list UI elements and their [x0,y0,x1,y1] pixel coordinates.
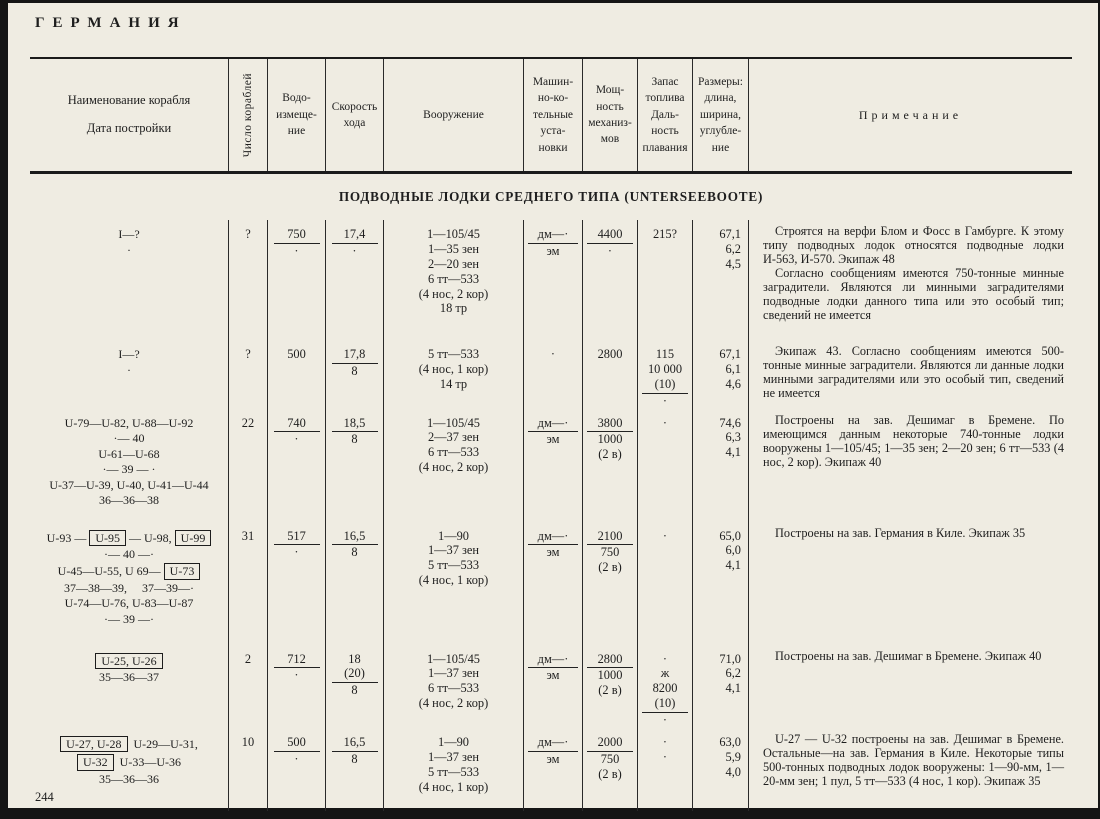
count-cell: 10 [228,728,267,811]
notes-cell [748,220,1072,340]
column-header-machinery: Машин- но-ко- тельные уста- новки [523,59,582,171]
dim-cell: 63,0 5,9 4,0 [692,728,748,811]
speed-cell: 18,5 8 [325,409,383,522]
notes-cell [748,409,1072,522]
notes-cell [748,645,1072,728]
notes-paragraph: U-27 — U-32 построены на зав. Дешимаг в Бремене. Остальные—на зав. Германия в Киле. Некоторые типы 500-тонных подводных лодок вооружены: 1—90-мм, 1—20-мм зен; 1 пул, 5 тт—533 (4 нос, 1 кор). Экипаж 35 [763,731,1064,788]
value-text: 16,5 [332,735,378,752]
arm-cell: 1—90 1—37 зен 5 тт—533 (4 нос, 1 кор) [383,728,523,811]
value-text: U-29—U-31, [127,736,198,751]
column-header-speed: Скорость хода [325,59,383,171]
notes-cell [748,522,1072,645]
disp-cell: 517 · [267,522,325,645]
table-row [30,340,1072,409]
value-text: 2100 [587,529,633,546]
name-cell: I—? · [118,347,140,377]
table-row [30,522,1072,645]
value-text: 4400 [587,227,633,244]
value-text: 18,5 [332,416,378,433]
arm-cell: 1—105/45 1—35 зен 2—20 зен 6 тт—533 (4 нос, 2 кор) 18 тр [383,220,523,340]
section-title: ПОДВОДНЫЕ ЛОДКИ СРЕДНЕГО ТИПА (UNTERSEEBOOTE) [338,189,764,204]
value-text: 500 [274,735,320,752]
count-cell: 31 [228,522,267,645]
notes-cell [748,728,1072,811]
table-body [30,220,1072,811]
value-text: 2800 [587,652,633,669]
mach-cell: · [523,340,582,409]
value-text: 17,4 [332,227,378,244]
power-cell: 2100 750 (2 в) [582,522,637,645]
value-text: 17,8 [332,347,378,364]
fuel-cell: · · [637,728,692,811]
arm-cell: 1—105/45 2—37 зен 6 тт—533 (4 нос, 2 кор) [383,409,523,522]
notes-paragraph: Построены на зав. Дешимаг в Бремене. По имеющимся данным некоторые 740-тонные лодки вооружены 1—105/45; 1—35 зен; 2—20 зен; 6 тт—533 (4 нос, 2 кор). Экипаж 40 [763,412,1064,469]
value-text: дм—· [528,227,579,244]
value-text: 3800 [587,416,633,433]
value-text: 517 [274,529,320,546]
dim-cell: 71,0 6,2 4,1 [692,645,748,728]
notes-paragraph: Построены на зав. Дешимаг в Бремене. Экипаж 40 [775,648,1042,663]
ships-table [30,57,1072,811]
mach-cell: дм—· эм [523,220,582,340]
column-header-dimensions: Размеры: длина, ширина, углубле- ние [692,59,748,171]
name-cell: I—? · [118,227,140,257]
disp-cell: 500 · [267,728,325,811]
boxed-ship-name: U-27, U-28 [60,736,127,752]
table-header [30,57,1072,174]
column-header-notes: Примечание [748,59,1072,171]
power-cell: 3800 1000 (2 в) [582,409,637,522]
disp-cell: 712 · [267,645,325,728]
notes-paragraph: Согласно сообщениям имеются 750-тонные минные заградители. Являются ли минными заградителями подводные лодки данного типа или это особый тип; сведений не имеется [763,266,1064,323]
boxed-ship-name: U-73 [164,563,201,579]
value-text: (10) [642,377,688,394]
notes-cell [748,340,1072,409]
value-text: U-93 — [46,530,90,545]
value-text: 16,5 [332,529,378,546]
name-cell: U-93 — U-95 — U-98, U-99 ·— 40 —· U-45—U-55, U 69— U-73 37—38—39, 37—39—· U-74—U-76, U-83—U-87 ·— 39 —· [30,522,228,645]
value-text: (20) [332,666,378,683]
arm-cell: 1—90 1—37 зен 5 тт—533 (4 нос, 1 кор) [383,522,523,645]
value-text: дм—· [528,652,579,669]
notes-paragraph: Построены на зав. Германия в Киле. Экипаж 35 [775,525,1026,540]
column-header-name: Наименование корабля Дата постройки [67,93,191,135]
power-cell: 4400 · [582,220,637,340]
name-cell: U-27, U-28 U-29—U-31, U-32 U-33—U-36 35—36—36 [30,728,228,811]
value-text: U-33—U-36 [113,755,181,770]
value-text: дм—· [528,735,579,752]
table-row [30,645,1072,728]
arm-cell: 5 тт—533 (4 нос, 1 кор) 14 тр [383,340,523,409]
fuel-cell: · ж 8200 (10) · [637,645,692,728]
mach-cell: дм—· эм [523,409,582,522]
paper-background [8,3,1098,808]
boxed-ship-name: U-95 [89,530,126,546]
mach-cell: дм—· эм [523,728,582,811]
speed-cell: 16,5 8 [325,728,383,811]
dim-cell: 74,6 6,3 4,1 [692,409,748,522]
arm-cell: 1—105/45 1—37 зен 6 тт—533 (4 нос, 2 кор) [383,645,523,728]
value-text: 750 [274,227,320,244]
notes-paragraph: Строятся на верфи Блом и Фосс в Гамбурге. К этому типу подводных лодок относятся подводные лодки И-563, И-570. Экипаж 48 [763,224,1064,267]
speed-cell: 16,5 8 [325,522,383,645]
notes-paragraph: Экипаж 43. Согласно сообщениям имеются 500-тонные минные заградители. Являются ли данные лодки минными заградителями или это особый тип, сведений не имеется [763,344,1064,401]
name-cell: U-25, U-26 35—36—37 [30,645,228,728]
fuel-cell: · [637,409,692,522]
count-cell: 2 [228,645,267,728]
value-text: дм—· [528,529,579,546]
power-cell: 2800 1000 (2 в) [582,645,637,728]
disp-cell: 750 · [267,220,325,340]
speed-cell: 17,4 · [325,220,383,340]
fuel-cell: · [637,522,692,645]
speed-cell: 17,8 8 [325,340,383,409]
column-header-armament: Вооружение [383,59,523,171]
disp-cell: 740 · [267,409,325,522]
power-cell: 2800 [582,340,637,409]
boxed-ship-name: U-99 [175,530,212,546]
column-header-displacement: Водо- измеще- ние [267,59,325,171]
speed-cell: 18 (20) 8 [325,645,383,728]
boxed-ship-name: U-25, U-26 [95,653,162,669]
value-text: — U-98, [126,530,175,545]
fuel-cell: 115 10 000 (10) · [637,340,692,409]
value-text: 740 [274,416,320,433]
table-row [30,728,1072,811]
value-text: 2000 [587,735,633,752]
dim-cell: 67,1 6,1 4,6 [692,340,748,409]
mach-cell: дм—· эм [523,645,582,728]
name-cell: U-79—U-82, U-88—U-92 ·— 40 U-61—U-68 ·— 39 — · U-37—U-39, U-40, U-41—U-44 36—36—38 [49,415,209,508]
count-cell: ? [228,220,267,340]
boxed-ship-name: U-32 [77,754,114,770]
country-heading: ГЕРМАНИЯ [35,15,187,31]
disp-cell: 500 [267,340,325,409]
count-cell: 22 [228,409,267,522]
value-text: 712 [274,652,320,669]
value-text: U-45—U-55, U 69— [57,564,164,579]
dim-cell: 65,0 6,0 4,1 [692,522,748,645]
mach-cell: дм—· эм [523,522,582,645]
value-text: (10) [642,696,688,713]
table-row [30,409,1072,522]
table-row [30,220,1072,340]
column-header-power: Мощ- ность механиз- мов [582,59,637,171]
power-cell: 2000 750 (2 в) [582,728,637,811]
column-header-fuel: Запас топлива Даль- ность плавания [637,59,692,171]
fuel-cell: 215? [637,220,692,340]
dim-cell: 67,1 6,2 4,5 [692,220,748,340]
count-cell: ? [228,340,267,409]
value-text: дм—· [528,416,579,433]
column-header-count: Число кораблей [228,59,267,171]
page-number: 244 [35,790,54,804]
